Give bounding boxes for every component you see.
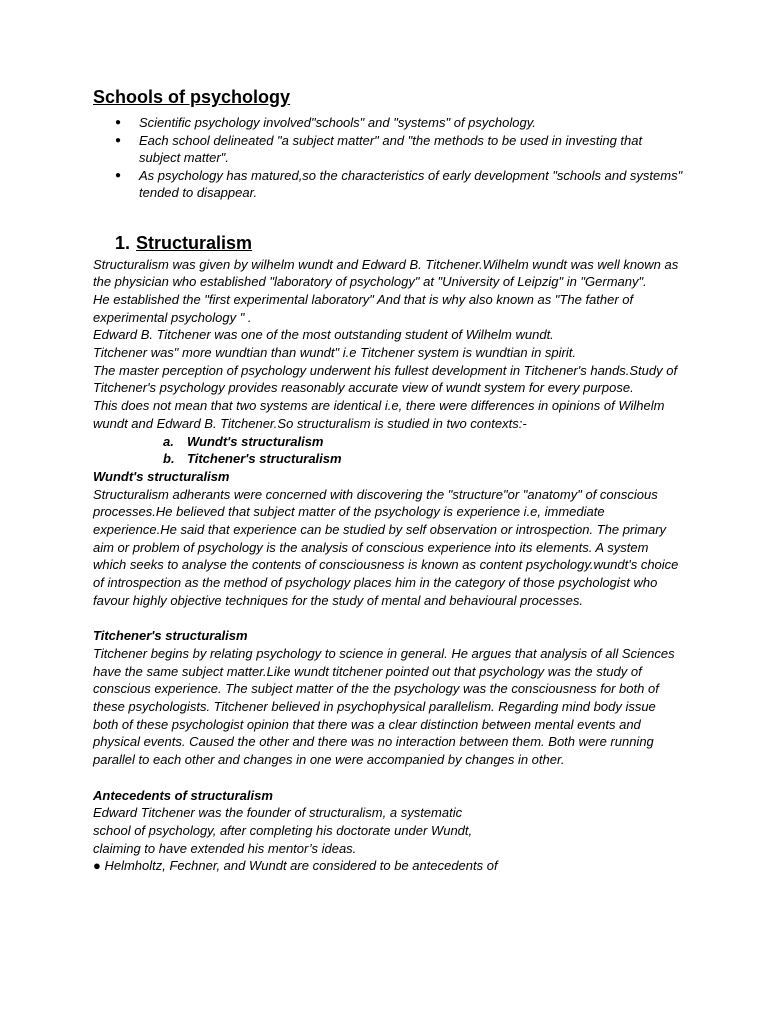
subheading-titchener: Titchener's structuralism (93, 628, 248, 644)
intro-bullet: ● Each school delineated "a subject matter" and "the methods to be used in investing that subject matter". (93, 132, 683, 167)
page-title: Schools of psychology (93, 87, 291, 107)
context-item (93, 433, 683, 451)
context-label: Titchener's structuralism (187, 451, 342, 467)
paragraph: This does not mean that two systems are identical i.e, there were differences in opinions of Wilhelm wundt and Edward B. Titchener.So structuralism is studied in two contexts:- (93, 398, 665, 431)
document-page (93, 86, 683, 875)
intro-bullet: ● Scientific psychology involved"schools" and "systems" of psychology. (93, 114, 683, 132)
spacer (93, 769, 683, 787)
context-label: Wundt's structuralism (187, 433, 324, 449)
paragraph: He established the "first experimental laboratory" And that is why also known as "The father of experimental psychology " . (93, 291, 634, 325)
antecedents-line: school of psychology, after completing his doctorate under Wundt, (93, 822, 473, 838)
contexts-list (93, 433, 683, 468)
context-marker: b. (163, 451, 175, 467)
antecedents-line: Edward Titchener was the founder of structuralism, a systematic (93, 805, 463, 821)
context-item (93, 450, 683, 468)
paragraph-wundt: Structuralism adherants were concerned with discovering the "structure"or "anatomy" of conscious processes.He believed that subject matter of the psychology is experience i.e, immediate experience.He said that experience can be studied by self observation or introspection. The primary aim or problem of psychology is the analysis of conscious experience into its elements. A system which seeks to analyse the contents of consciousness is known as content psychology.wundt's choice of introspection as the method of psychology places him in the category of those psychologist who favour highly objective techniques for the study of mental and behavioural processes. (93, 486, 679, 608)
section-number: 1. (115, 232, 131, 253)
intro-bullet-list (93, 114, 683, 202)
paragraph: Structuralism was given by wilhelm wundt and Edward B. Titchener.Wilhelm wundt was well known as the physician who established "laboratory of psychology" at "University of Leipzig" in "Germany". (93, 256, 679, 290)
antecedents-line: ● Helmholtz, Fechner, and Wundt are considered to be antecedents of (93, 858, 498, 874)
section-title: Structuralism (136, 232, 253, 253)
section-heading-structuralism (115, 232, 683, 254)
paragraph: The master perception of psychology underwent his fullest development in Titchener's hands.Study of Titchener's psychology provides reasonably accurate view of wundt system for every purpose. (93, 362, 678, 396)
paragraph: Edward B. Titchener was one of the most outstanding student of Wilhelm wundt. (93, 327, 554, 343)
subheading-antecedents: Antecedents of structuralism (93, 787, 273, 803)
spacer (93, 610, 683, 628)
context-marker: a. (163, 433, 174, 449)
subheading-wundt: Wundt's structuralism (93, 468, 230, 484)
paragraph: Titchener was" more wundtian than wundt" i.e Titchener system is wundtian in spirit. (93, 345, 576, 361)
intro-bullet: ● As psychology has matured,so the characteristics of early development "schools and systems" tended to disappear. (93, 167, 683, 202)
paragraph-titchener: Titchener begins by relating psychology to science in general. He argues that analysis of all Sciences have the same subject matter.Like wundt titchener pointed out that psychology was the study of conscious experience. The subject matter of the the psychology was the consciousness for both of these psychologists. Titchener believed in psychophysical parallelism. Regarding mind body issue both of these psychologist opinion that there was a clear distinction between mental events and physical events. Caused the other and there was no interaction between them. Both were running parallel to each other and changes in one were accompanied by changes in other. (93, 645, 675, 768)
antecedents-line: claiming to have extended his mentor’s ideas. (93, 840, 357, 856)
